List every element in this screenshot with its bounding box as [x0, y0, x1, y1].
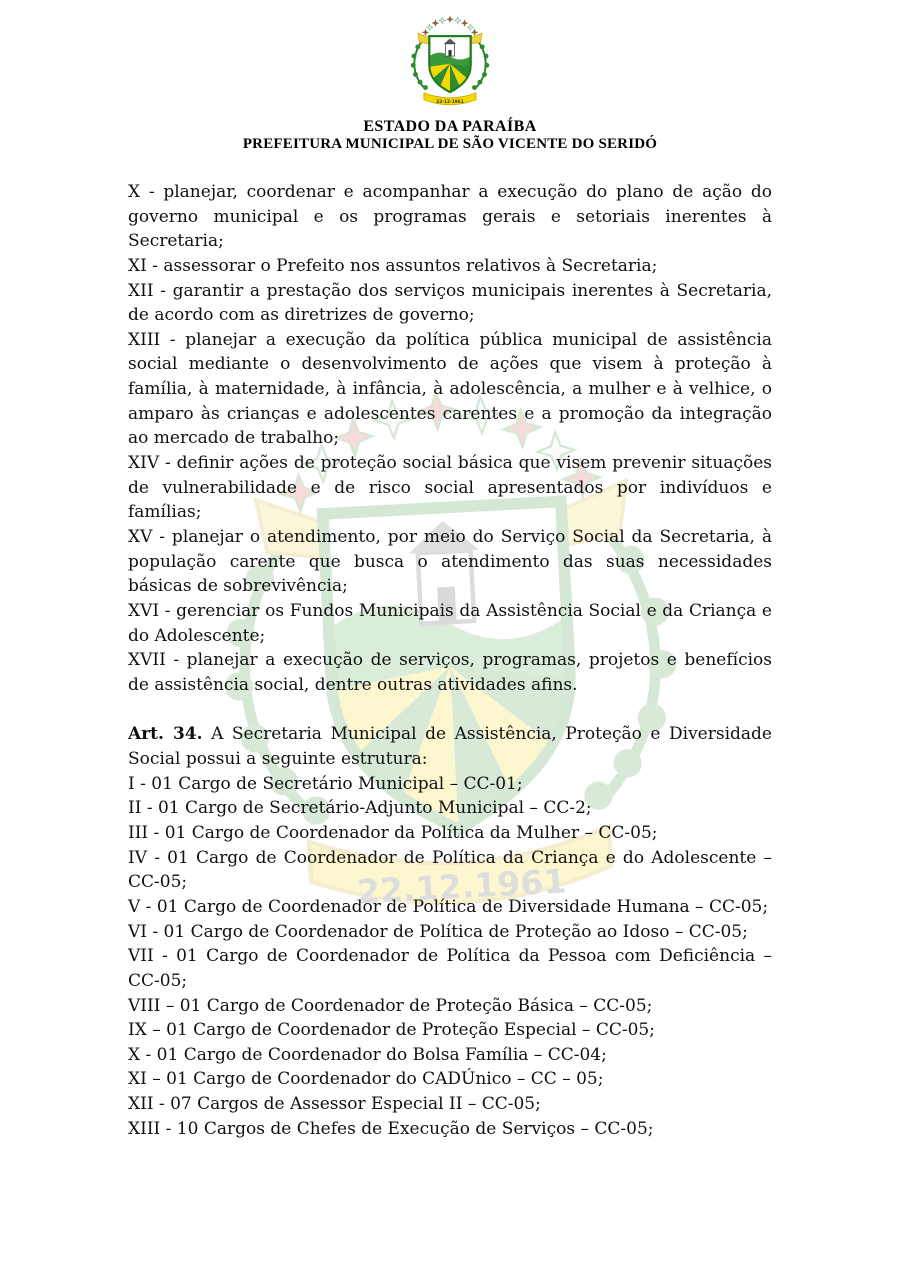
- article-text: A Secretaria Municipal de Assistência, Proteção e Diversidade Social possui a seguinte estrutura:: [128, 724, 772, 770]
- estrutura-item-xiii: XIII - 10 Cargos de Chefes de Execução de Serviços – CC-05;: [128, 1118, 654, 1139]
- inciso-item-xiii: XIII - planejar a execução da política pública municipal de assistência social mediante o desenvolvimento de ações que visem à proteção à família, à maternidade, à infância, à adolescência, a mulher e à velhice, o amparo às crianças e adolescentes carentes e a promoção da integração ao mercado de trabalho;: [128, 329, 772, 449]
- inciso-item-xi: XI - assessorar o Prefeito nos assuntos relativos à Secretaria;: [128, 255, 658, 276]
- inciso-item-xiv: XIV - definir ações de proteção social básica que visem prevenir situações de vulnerabilidade e de risco social apresentados por indivíduos e famílias;: [128, 453, 772, 523]
- coat-of-arms-icon: [404, 13, 496, 113]
- estrutura-item-i: I - 01 Cargo de Secretário Municipal – CC-01;: [128, 773, 523, 794]
- paragraph-gap: [128, 697, 772, 722]
- inciso-item-x: X - planejar, coordenar e acompanhar a execução do plano de ação do governo municipal e os programas gerais e setoriais inerentes à Secretaria;: [128, 182, 772, 252]
- estrutura-item-ii: II - 01 Cargo de Secretário-Adjunto Municipal – CC-2;: [128, 798, 592, 819]
- estrutura-item-v: V - 01 Cargo de Coordenador de Política de Diversidade Humana – CC-05;: [128, 896, 769, 917]
- article-number: Art. 34.: [128, 724, 203, 745]
- municipality-name: PREFEITURA MUNICIPAL DE SÃO VICENTE DO SERIDÓ: [242, 136, 658, 152]
- document-header: [0, 0, 900, 153]
- state-name: ESTADO DA PARAÍBA: [363, 118, 537, 135]
- watermark-founding-date: 22.12.1961: [356, 861, 568, 912]
- inciso-item-xv: XV - planejar o atendimento, por meio do Serviço Social da Secretaria, à população carente que busca o atendimento das suas necessidades básicas de sobrevivência;: [128, 526, 772, 597]
- estrutura-item-iii: III - 01 Cargo de Coordenador da Política da Mulher – CC-05;: [128, 823, 658, 844]
- inciso-item-xii: XII - garantir a prestação dos serviços municipais inerentes à Secretaria, de acordo com as diretrizes de governo;: [128, 280, 772, 326]
- inciso-item-xvi: XVI - gerenciar os Fundos Municipais da Assistência Social e da Criança e do Adolescente;: [128, 600, 772, 646]
- crest-founding-date: 22-12-1961: [436, 100, 464, 106]
- estrutura-item-viii: VIII – 01 Cargo de Coordenador de Proteção Básica – CC-05;: [128, 995, 653, 1016]
- estrutura-item-iv: IV - 01 Cargo de Coordenador de Política da Criança e do Adolescente – CC-05;: [128, 847, 772, 893]
- inciso-item-xvii: XVII - planejar a execução de serviços, programas, projetos e benefícios de assistência social, dentre outras atividades afins.: [128, 650, 772, 695]
- estrutura-item-x: X - 01 Cargo de Coordenador do Bolsa Família – CC-04;: [128, 1044, 607, 1065]
- estrutura-item-xii: XII - 07 Cargos de Assessor Especial II – CC-05;: [128, 1094, 541, 1115]
- estrutura-item-vii: VII - 01 Cargo de Coordenador de Política da Pessoa com Deficiência – CC-05;: [128, 946, 772, 991]
- estrutura-item-xi: XI – 01 Cargo de Coordenador do CADÚnico – CC – 05;: [128, 1069, 604, 1090]
- estrutura-item-ix: IX – 01 Cargo de Coordenador de Proteção Especial – CC-05;: [128, 1020, 655, 1041]
- document-body: [128, 180, 772, 1141]
- estrutura-item-vi: VI - 01 Cargo de Coordenador de Política de Proteção ao Idoso – CC-05;: [128, 921, 748, 942]
- article-34: [128, 722, 772, 771]
